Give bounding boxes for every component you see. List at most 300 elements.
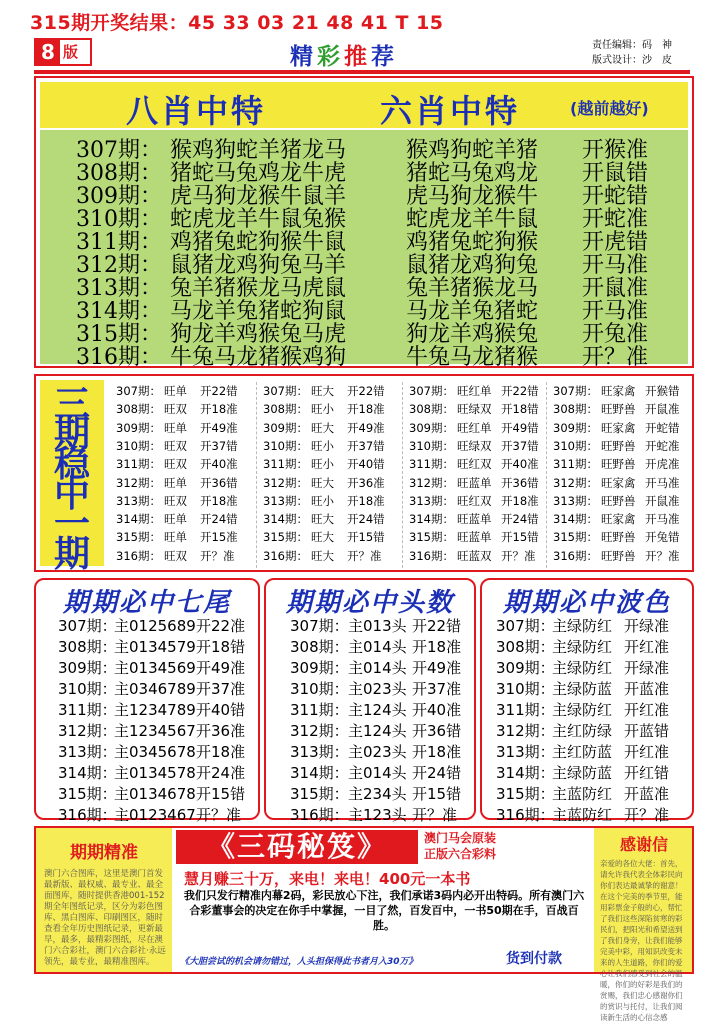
draw-result: 开红准 (624, 701, 670, 719)
prediction-value: 主1234567 (114, 722, 196, 740)
period-label: 316期： (58, 806, 117, 824)
six-zodiac-pick: 蛇虎龙羊牛鼠 (406, 207, 539, 232)
prediction-value: 旺绿双 (457, 402, 492, 417)
draw-result: 开马准 (645, 475, 680, 490)
prediction-row (36, 763, 258, 784)
prediction-value: 旺家禽 (601, 384, 636, 398)
six-zodiac-pick: 猪蛇马兔鸡龙 (406, 161, 539, 186)
prediction-value: 主0134578 (114, 764, 196, 782)
draw-result: 开18准 (347, 493, 385, 508)
prediction-value: 旺野兽 (601, 530, 636, 545)
draw-result: 开鼠准 (582, 276, 649, 301)
masthead-char-1: 精 (290, 44, 317, 70)
period-label: 314期： (553, 512, 598, 527)
zodiac-row (76, 248, 686, 278)
draw-result: 开马准 (645, 512, 680, 527)
prediction-value: 旺小 (311, 438, 334, 453)
prediction-value: 主0345678 (114, 743, 196, 761)
zodiac-row (76, 156, 686, 186)
draw-result: 开24错 (200, 512, 238, 527)
prediction-value: 旺小 (311, 402, 334, 417)
prediction-row (482, 763, 692, 784)
prediction-row (266, 700, 474, 721)
library-promo-text: 澳门六合图库，这里是澳门首发最新版、最权威、最专业、最全面图库，随时提供香港001-152期全年图纸记录，区分为彩色图库、黑白图库、印刷图区，随时查看全年历史图纸记录，更新最早，最多，最精彩图纸，尽在澳门六合彩社，澳门六合彩社·永远领先，最专业，最精准图库。 (44, 869, 166, 967)
prediction-value: 旺双 (164, 548, 187, 563)
prediction-value: 旺蓝单 (457, 475, 492, 490)
book-slogan: 慧月赚三十万，来电！来电！400元一本书 (184, 870, 471, 888)
draw-result: 开红准 (624, 638, 670, 656)
prediction-value: 主234头 (348, 785, 407, 803)
eight-zodiac-pick: 马龙羊兔猪蛇狗鼠 (170, 299, 347, 324)
draw-result: 开18准 (347, 402, 385, 417)
period-label: 314期： (263, 512, 308, 527)
period-label: 309期： (409, 420, 454, 435)
prediction-value: 旺野兽 (601, 548, 636, 563)
prediction-value: 主红防蓝 (552, 743, 613, 761)
draw-result: 开37错 (501, 438, 539, 453)
prediction-row (482, 721, 692, 742)
period-label: 312期： (290, 722, 349, 740)
period-label: 315期： (409, 530, 454, 545)
draw-result: 开22准 (196, 617, 246, 635)
prediction-value: 主绿防红 (552, 638, 613, 656)
draw-result: 开？准 (624, 806, 670, 824)
prediction-row (266, 805, 474, 826)
period-label: 307期： (263, 384, 308, 398)
period-label: 307期： (116, 384, 161, 398)
prediction-value: 主014头 (348, 638, 407, 656)
eight-zodiac-pick: 虎马狗龙猴牛鼠羊 (170, 184, 347, 209)
book-source-line1: 澳门马会原装 (424, 831, 497, 845)
draw-result: 开18准 (196, 743, 246, 761)
library-promo (36, 828, 172, 972)
prediction-row (482, 616, 692, 637)
draw-result: 开18准 (412, 743, 462, 761)
prediction-value: 旺红单 (457, 420, 492, 435)
stat-row (116, 528, 252, 546)
prediction-value: 旺双 (164, 402, 187, 417)
advertisement-panel (34, 826, 694, 1022)
draw-result: 开蛇准 (645, 438, 680, 453)
period-label: 311期： (76, 230, 162, 255)
six-zodiac-pick: 虎马狗龙猴牛 (406, 184, 539, 209)
masthead-char-3: 推 (344, 44, 371, 70)
stat-row (263, 382, 399, 400)
draw-result: 开18错 (196, 638, 246, 656)
period-label: 316期： (553, 548, 598, 563)
stat-row (263, 510, 399, 528)
stat-row (553, 437, 689, 455)
draw-result: 开马准 (582, 253, 649, 278)
period-label: 307期： (496, 617, 555, 635)
stat-row (553, 474, 689, 492)
eight-zodiac-pick: 狗龙羊鸡猴兔马虎 (170, 322, 347, 347)
draw-result: 开鼠准 (645, 402, 680, 417)
prediction-value: 主013头 (348, 617, 407, 635)
prediction-row (266, 658, 474, 679)
period-label: 308期： (553, 402, 598, 417)
period-label: 309期： (116, 420, 161, 435)
prediction-row (482, 700, 692, 721)
period-label: 314期： (409, 512, 454, 527)
prediction-value: 主1234789 (114, 701, 196, 719)
prediction-value: 主红防绿 (552, 722, 613, 740)
stat-row (409, 382, 543, 400)
prediction-value: 旺蓝单 (457, 530, 492, 545)
prediction-value: 主绿防蓝 (552, 764, 613, 782)
period-label: 310期： (553, 438, 598, 453)
period-label: 310期： (290, 680, 349, 698)
period-label: 312期： (263, 475, 308, 490)
prediction-row (36, 679, 258, 700)
zodiac-row (76, 271, 686, 301)
draw-result: 开兔错 (645, 530, 680, 545)
period-label: 311期： (409, 457, 454, 472)
stat-row (263, 419, 399, 437)
six-zodiac-pick: 狗龙羊鸡猴兔 (406, 322, 539, 347)
six-zodiac-pick: 牛兔马龙猪猴 (406, 345, 539, 370)
book-footnote: 《大胆尝试的机会请勿错过，人头担保得此书者月入30万》 (180, 957, 418, 967)
period-label: 311期： (290, 701, 349, 719)
period-label: 310期： (76, 207, 162, 232)
period-label: 315期： (76, 322, 162, 347)
draw-result: 开鼠准 (645, 493, 680, 508)
period-label: 307期： (76, 138, 162, 163)
zodiac-row (76, 202, 686, 232)
draw-result: 开40准 (501, 457, 539, 472)
draw-result: 开37错 (200, 438, 238, 453)
prediction-value: 旺红双 (457, 493, 492, 508)
thanks-letter-text: 亲爱的各位大佬：首先，请允许我代表全体彩民向你们表达最诚挚的谢意！在这个完美的季节里，能用彩票金子般的心，帮忙了我们这些深陷贫寒的彩民们，把阳光和希望送到了我们身旁，让我们能够完美中彩，用知识改变未来的人生道路，你们的爱心让我们感受到社会的温暖，你们的好彩是我们的赏赐，我们忠心感谢你们的赏识与托付，让我们阅读新生活的心信念感 (600, 859, 683, 1022)
draw-result: 开15错 (347, 530, 385, 545)
period-label: 309期： (553, 420, 598, 435)
stat-row (116, 547, 252, 565)
draw-result: 开红错 (624, 764, 670, 782)
draw-result: 开36错 (412, 722, 462, 740)
prediction-value: 主014头 (348, 764, 407, 782)
prediction-value: 主0346789 (114, 680, 196, 698)
edition-label: 版 (63, 43, 79, 61)
prediction-value: 主0123467 (114, 806, 196, 824)
draw-result: 开马准 (582, 299, 649, 324)
stat-row (263, 528, 399, 546)
period-label: 308期： (290, 638, 349, 656)
prediction-row (36, 616, 258, 637)
draw-result: 开24错 (412, 764, 462, 782)
prediction-row (266, 784, 474, 805)
eight-zodiac-pick: 牛兔马龙猪猴鸡狗 (170, 345, 347, 370)
draw-result: 开15错 (412, 785, 462, 803)
period-label: 310期： (409, 438, 454, 453)
prediction-value: 旺双 (164, 457, 187, 472)
prediction-value: 旺大 (311, 420, 334, 435)
period-label: 308期： (58, 638, 117, 656)
draw-result: 开37准 (196, 680, 246, 698)
draw-result: 开蓝准 (624, 785, 670, 803)
six-zodiac-title: 六肖中特 (380, 92, 521, 130)
period-label: 313期： (263, 493, 308, 508)
prediction-row (482, 679, 692, 700)
prediction-row (266, 616, 474, 637)
period-label: 309期： (76, 184, 162, 209)
period-label: 307期： (553, 384, 598, 398)
period-label: 313期： (116, 493, 161, 508)
draw-result: 开15错 (501, 530, 539, 545)
label-char: 中 (53, 473, 90, 515)
prediction-value: 旺野兽 (601, 438, 636, 453)
three-period-label (40, 380, 104, 575)
prediction-value: 主绿防红 (552, 617, 613, 635)
prediction-value: 旺双 (164, 438, 187, 453)
period-label: 309期： (496, 659, 555, 677)
period-label: 312期： (76, 253, 162, 278)
period-label: 312期： (496, 722, 555, 740)
period-label: 315期： (58, 785, 117, 803)
masthead-char-4: 荐 (371, 44, 398, 70)
label-char: 期 (53, 533, 90, 575)
prediction-row (36, 742, 258, 763)
period-label: 309期： (263, 420, 308, 435)
prediction-value: 主023头 (348, 743, 407, 761)
draw-result: 开蛇准 (582, 207, 649, 232)
draw-result: 开49准 (347, 420, 385, 435)
draw-result: 开蛇错 (645, 420, 680, 435)
period-label: 315期： (263, 530, 308, 545)
previous-draw-result: 315期开奖结果：45 33 03 21 48 41 T 15 (30, 12, 444, 34)
prediction-row (36, 784, 258, 805)
draw-result: 开37准 (412, 680, 462, 698)
prediction-row (482, 805, 692, 826)
period-label: 312期： (553, 475, 598, 490)
period-label: 313期： (496, 743, 555, 761)
prediction-value: 旺小 (311, 457, 334, 472)
stat-row (553, 510, 689, 528)
book-source (424, 830, 496, 862)
draw-result: 开蓝错 (624, 722, 670, 740)
draw-result: 开？准 (412, 806, 458, 824)
draw-result: 开24准 (196, 764, 246, 782)
label-char: 期 (53, 413, 90, 455)
draw-result: 开？准 (645, 548, 680, 563)
draw-result: 开22错 (347, 384, 385, 398)
draw-result: 开40准 (412, 701, 462, 719)
draw-result: 开绿准 (624, 617, 670, 635)
six-zodiac-pick: 鸡猪兔蛇狗猴 (406, 230, 539, 255)
prediction-value: 旺绿双 (457, 438, 492, 453)
stat-row (116, 400, 252, 418)
zodiac-row (76, 317, 686, 347)
six-zodiac-pick: 猴鸡狗蛇羊猪 (406, 138, 539, 163)
prediction-value: 主124头 (348, 722, 407, 740)
draw-result: 开18错 (501, 402, 539, 417)
period-label: 312期： (116, 475, 161, 490)
six-zodiac-pick: 兔羊猪猴龙马 (406, 276, 539, 301)
stat-row (263, 492, 399, 510)
prediction-value: 旺小 (311, 493, 334, 508)
prediction-row (482, 742, 692, 763)
stat-column (402, 382, 544, 568)
prediction-row (482, 784, 692, 805)
stat-row (116, 474, 252, 492)
prediction-value: 旺野兽 (601, 493, 636, 508)
zodiac-row (76, 225, 686, 255)
prediction-row (266, 721, 474, 742)
label-char: 一 (53, 503, 90, 545)
stat-row (263, 547, 399, 565)
prediction-row (266, 742, 474, 763)
prediction-value: 主绿防蓝 (552, 680, 613, 698)
stat-row (409, 474, 543, 492)
period-label: 315期： (116, 530, 161, 545)
prediction-value: 旺野兽 (601, 457, 636, 472)
period-label: 311期： (263, 457, 308, 472)
prediction-row (36, 658, 258, 679)
period-label: 313期： (58, 743, 117, 761)
period-label: 316期： (409, 548, 454, 563)
prediction-value: 主014头 (348, 659, 407, 677)
draw-result: 开36错 (501, 475, 539, 490)
draw-result: 开40准 (200, 457, 238, 472)
draw-result: 开15错 (196, 785, 246, 803)
zodiac-rows (40, 130, 688, 370)
book-banner: 《三码秘笈》 (176, 830, 418, 864)
draw-result: 开猴准 (582, 138, 649, 163)
eight-zodiac-pick: 鸡猪兔蛇狗猴牛鼠 (170, 230, 347, 255)
draw-result: 开蓝准 (624, 680, 670, 698)
book-pitch: 我们只发行精准内幕2码，彩民放心下注，我们承诺3码内必开出特码。所有澳门六合彩董事会的决定在你手中掌握，一目了然，百发百中，一书50期在手，百战百胜。 (183, 889, 585, 932)
period-label: 316期： (290, 806, 349, 824)
stat-row (263, 437, 399, 455)
stat-row (553, 547, 689, 565)
draw-result: 开？准 (196, 806, 242, 824)
prediction-value: 旺大 (311, 512, 334, 527)
draw-result: 开绿准 (624, 659, 670, 677)
prediction-row (36, 700, 258, 721)
draw-result: 开40错 (196, 701, 246, 719)
period-label: 310期： (116, 438, 161, 453)
prediction-value: 主0134579 (114, 638, 196, 656)
period-label: 314期： (58, 764, 117, 782)
prediction-value: 主蓝防红 (552, 806, 613, 824)
period-label: 312期： (409, 475, 454, 490)
book-ad (174, 828, 592, 972)
prediction-value: 主023头 (348, 680, 407, 698)
editors-credit (592, 38, 692, 68)
zodiac-panel-header (40, 82, 688, 128)
prediction-value: 主123头 (348, 806, 407, 824)
stat-row (409, 437, 543, 455)
prediction-title: 期期必中七尾 (62, 588, 231, 618)
zodiac-row (76, 340, 686, 370)
eight-zodiac-pick: 鼠猪龙鸡狗兔马羊 (170, 253, 347, 278)
period-label: 309期： (290, 659, 349, 677)
prediction-value: 旺家禽 (601, 475, 636, 490)
prediction-title: 期期必中头数 (285, 588, 454, 618)
period-label: 308期： (76, 161, 162, 186)
prediction-value: 旺家禽 (601, 512, 636, 527)
period-label: 312期： (58, 722, 117, 740)
period-label: 313期： (290, 743, 349, 761)
period-label: 314期： (116, 512, 161, 527)
tail-prediction-box (34, 578, 260, 824)
draw-result: 开红准 (624, 743, 670, 761)
prediction-value: 旺大 (311, 475, 334, 490)
draw-result: 开？准 (347, 548, 382, 563)
editor-line: 责任编辑：码 神 (592, 40, 672, 51)
zodiac-prediction-panel (34, 76, 694, 368)
library-promo-title: 期期精准 (70, 843, 138, 863)
period-label: 314期： (496, 764, 555, 782)
eight-zodiac-pick: 猴鸡狗蛇羊猪龙马 (170, 138, 347, 163)
draw-result: 开22错 (501, 384, 539, 398)
period-label: 310期： (58, 680, 117, 698)
stat-row (116, 437, 252, 455)
prediction-row (36, 805, 258, 826)
draw-result: 开37错 (347, 438, 385, 453)
period-label: 311期： (58, 701, 117, 719)
period-label: 316期： (263, 548, 308, 563)
masthead-char-2: 彩 (317, 44, 344, 70)
stat-row (116, 419, 252, 437)
draw-result: 开虎错 (582, 230, 649, 255)
stat-row (553, 492, 689, 510)
draw-result: 开18准 (200, 402, 238, 417)
draw-result: 开？准 (200, 548, 235, 563)
draw-result: 开24错 (347, 512, 385, 527)
eight-zodiac-pick: 兔羊猪猴龙马虎鼠 (170, 276, 347, 301)
period-label: 314期： (290, 764, 349, 782)
period-label: 308期： (263, 402, 308, 417)
draw-result: 开36错 (200, 475, 238, 490)
draw-result: 开36准 (347, 475, 385, 490)
period-label: 310期： (263, 438, 308, 453)
draw-result: 开24错 (501, 512, 539, 527)
draw-result: 开18准 (501, 493, 539, 508)
period-label: 311期： (116, 457, 161, 472)
edition-badge (34, 38, 92, 66)
period-label: 316期： (76, 345, 162, 370)
header-divider (34, 70, 690, 74)
period-label: 309期： (58, 659, 117, 677)
period-label: 315期： (553, 530, 598, 545)
prediction-value: 旺红双 (457, 457, 492, 472)
prediction-value: 旺蓝双 (457, 548, 492, 563)
period-label: 313期： (553, 493, 598, 508)
period-label: 307期： (58, 617, 117, 635)
stat-row (553, 419, 689, 437)
draw-result: 开49准 (196, 659, 246, 677)
prediction-value: 旺单 (164, 420, 187, 435)
prediction-row (482, 658, 692, 679)
stat-row (409, 528, 543, 546)
book-source-line2: 正版六合彩料 (424, 847, 497, 861)
prediction-row (482, 637, 692, 658)
stat-row (116, 492, 252, 510)
color-prediction-box (480, 578, 694, 824)
period-label: 311期： (496, 701, 555, 719)
prediction-value: 旺大 (311, 530, 334, 545)
zodiac-row (76, 179, 686, 209)
eight-zodiac-pick: 蛇虎龙羊牛鼠兔猴 (170, 207, 347, 232)
prediction-value: 旺大 (311, 384, 334, 398)
prediction-value: 主0134569 (114, 659, 196, 677)
prediction-value: 主124头 (348, 701, 407, 719)
six-zodiac-pick: 马龙羊兔猪蛇 (406, 299, 539, 324)
draw-result: 开兔准 (582, 322, 649, 347)
prediction-value: 主绿防红 (552, 659, 613, 677)
designer-line: 版式设计：沙 皮 (592, 55, 672, 66)
prediction-row (36, 637, 258, 658)
